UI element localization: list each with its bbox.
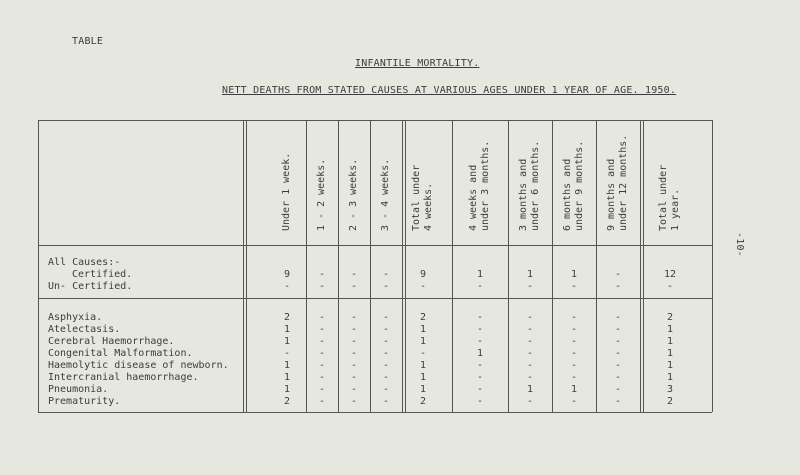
column-divider: [508, 120, 509, 412]
table-cell: -: [614, 396, 622, 407]
table-cell: -: [419, 281, 427, 292]
row-label: Congenital Malformation.: [48, 348, 193, 359]
table-cell: -: [614, 360, 622, 371]
table-cell: -: [526, 360, 534, 371]
table-cell: -: [350, 336, 358, 347]
table-cell: -: [476, 281, 484, 292]
table-cell: 2: [666, 312, 674, 323]
table-cell: -: [350, 312, 358, 323]
page-number: -10-: [734, 232, 745, 257]
table-cell: -: [476, 360, 484, 371]
table-cell: -: [570, 396, 578, 407]
table-cell: -: [382, 269, 390, 280]
table-cell: 1: [419, 336, 427, 347]
table-cell: -: [614, 336, 622, 347]
table-cell: 2: [283, 312, 291, 323]
table-cell: 1: [419, 360, 427, 371]
table-cell: 1: [666, 336, 674, 347]
column-header: 9 months and under 12 months.: [606, 134, 629, 231]
column-divider: [338, 120, 339, 412]
table-cell: -: [283, 348, 291, 359]
table-cell: -: [570, 348, 578, 359]
table-cell: -: [526, 348, 534, 359]
row-label: Haemolytic disease of newborn.: [48, 360, 229, 371]
table-cell: 1: [476, 348, 484, 359]
table-cell: -: [350, 372, 358, 383]
page-subtitle: NETT DEATHS FROM STATED CAUSES AT VARIOUS AGES UNDER 1 YEAR OF AGE. 1950.: [222, 85, 677, 96]
column-divider: [452, 120, 453, 412]
table-cell: -: [476, 396, 484, 407]
table-cell: -: [318, 396, 326, 407]
table-cell: 1: [283, 372, 291, 383]
column-divider-double: [643, 120, 644, 412]
table-border-bottom: [38, 412, 712, 413]
table-cell: 1: [476, 269, 484, 280]
row-label: Atelectasis.: [48, 324, 121, 335]
table-cell: -: [614, 324, 622, 335]
column-divider-double: [246, 120, 247, 412]
table-cell: 1: [419, 372, 427, 383]
table-cell: -: [614, 269, 622, 280]
row-label: Un- Certified.: [48, 281, 133, 292]
table-cell: -: [382, 336, 390, 347]
column-header: 1 - 2 weeks.: [316, 158, 327, 231]
table-cell: -: [382, 372, 390, 383]
column-header: Total under 4 weeks.: [411, 164, 434, 231]
table-cell: -: [350, 348, 358, 359]
column-divider: [370, 120, 371, 412]
table-cell: -: [526, 324, 534, 335]
column-header: Total under 1 year.: [658, 164, 681, 231]
table-cell: -: [382, 396, 390, 407]
table-cell: -: [614, 281, 622, 292]
table-cell: 2: [283, 396, 291, 407]
table-border-left: [38, 120, 39, 412]
table-cell: -: [318, 384, 326, 395]
table-cell: -: [526, 312, 534, 323]
table-cell: -: [570, 281, 578, 292]
table-cell: -: [570, 312, 578, 323]
table-cell: 1: [570, 384, 578, 395]
table-cell: -: [318, 336, 326, 347]
table-cell: -: [382, 384, 390, 395]
table-cell: 1: [526, 384, 534, 395]
table-border-right: [712, 120, 713, 412]
row-label: Pneumonia.: [48, 384, 109, 395]
column-divider: [243, 120, 244, 412]
table-cell: -: [570, 360, 578, 371]
section-heading: All Causes:-: [48, 257, 121, 268]
table-cell: -: [570, 324, 578, 335]
table-cell: 2: [419, 396, 427, 407]
table-cell: 1: [666, 360, 674, 371]
table-cell: -: [526, 281, 534, 292]
table-cell: -: [526, 372, 534, 383]
table-border-top: [38, 120, 712, 121]
row-label: Asphyxia.: [48, 312, 103, 323]
table-cell: 1: [419, 324, 427, 335]
table-cell: -: [476, 312, 484, 323]
table-cell: 1: [419, 384, 427, 395]
table-cell: 1: [283, 384, 291, 395]
table-cell: 2: [666, 396, 674, 407]
table-cell: 12: [663, 269, 677, 280]
table-cell: 1: [570, 269, 578, 280]
table-cell: -: [419, 348, 427, 359]
table-cell: 1: [666, 348, 674, 359]
column-header: 3 months and under 6 months.: [518, 140, 541, 231]
table-cell: -: [476, 336, 484, 347]
table-cell: -: [476, 372, 484, 383]
table-cell: -: [382, 312, 390, 323]
table-cell: -: [382, 281, 390, 292]
row-label: Intercranial haemorrhage.: [48, 372, 199, 383]
table-cell: -: [350, 396, 358, 407]
table-cell: -: [350, 269, 358, 280]
table-cell: -: [614, 384, 622, 395]
table-cell: -: [318, 348, 326, 359]
header-divider: [38, 245, 712, 246]
section-divider: [38, 298, 712, 299]
table-cell: -: [318, 281, 326, 292]
table-cell: -: [382, 348, 390, 359]
row-label: Cerebral Haemorrhage.: [48, 336, 175, 347]
table-cell: -: [283, 281, 291, 292]
table-cell: 1: [283, 336, 291, 347]
table-cell: 1: [283, 360, 291, 371]
table-cell: -: [318, 324, 326, 335]
table-cell: -: [526, 396, 534, 407]
row-label: Certified.: [72, 269, 133, 280]
table-cell: 9: [419, 269, 427, 280]
column-header: 6 months and under 9 months.: [562, 140, 585, 231]
table-cell: 9: [283, 269, 291, 280]
column-divider: [552, 120, 553, 412]
table-cell: -: [526, 336, 534, 347]
table-cell: 1: [666, 324, 674, 335]
table-cell: -: [614, 312, 622, 323]
column-header: 4 weeks and under 3 months.: [468, 140, 491, 231]
table-cell: -: [350, 281, 358, 292]
table-cell: 3: [666, 384, 674, 395]
table-cell: -: [570, 372, 578, 383]
table-cell: 1: [666, 372, 674, 383]
table-cell: -: [666, 281, 674, 292]
table-cell: 1: [526, 269, 534, 280]
table-cell: -: [382, 324, 390, 335]
table-cell: -: [318, 269, 326, 280]
column-divider: [402, 120, 403, 412]
table-label: TABLE: [72, 36, 104, 47]
row-label: Prematurity.: [48, 396, 121, 407]
table-cell: -: [318, 372, 326, 383]
table-cell: -: [350, 360, 358, 371]
table-cell: -: [476, 384, 484, 395]
table-cell: -: [382, 360, 390, 371]
table-cell: -: [318, 360, 326, 371]
table-cell: -: [476, 324, 484, 335]
column-header: 3 - 4 weeks.: [380, 158, 391, 231]
table-cell: -: [614, 372, 622, 383]
column-header: Under 1 week.: [281, 152, 292, 231]
column-divider: [306, 120, 307, 412]
table-cell: -: [350, 384, 358, 395]
table-cell: -: [350, 324, 358, 335]
table-cell: 1: [283, 324, 291, 335]
column-divider: [596, 120, 597, 412]
table-cell: 2: [419, 312, 427, 323]
table-cell: -: [318, 312, 326, 323]
table-cell: -: [570, 336, 578, 347]
column-header: 2 - 3 weeks.: [348, 158, 359, 231]
column-divider: [640, 120, 641, 412]
page-title: INFANTILE MORTALITY.: [355, 58, 480, 69]
table-cell: -: [614, 348, 622, 359]
column-divider-double: [405, 120, 406, 412]
